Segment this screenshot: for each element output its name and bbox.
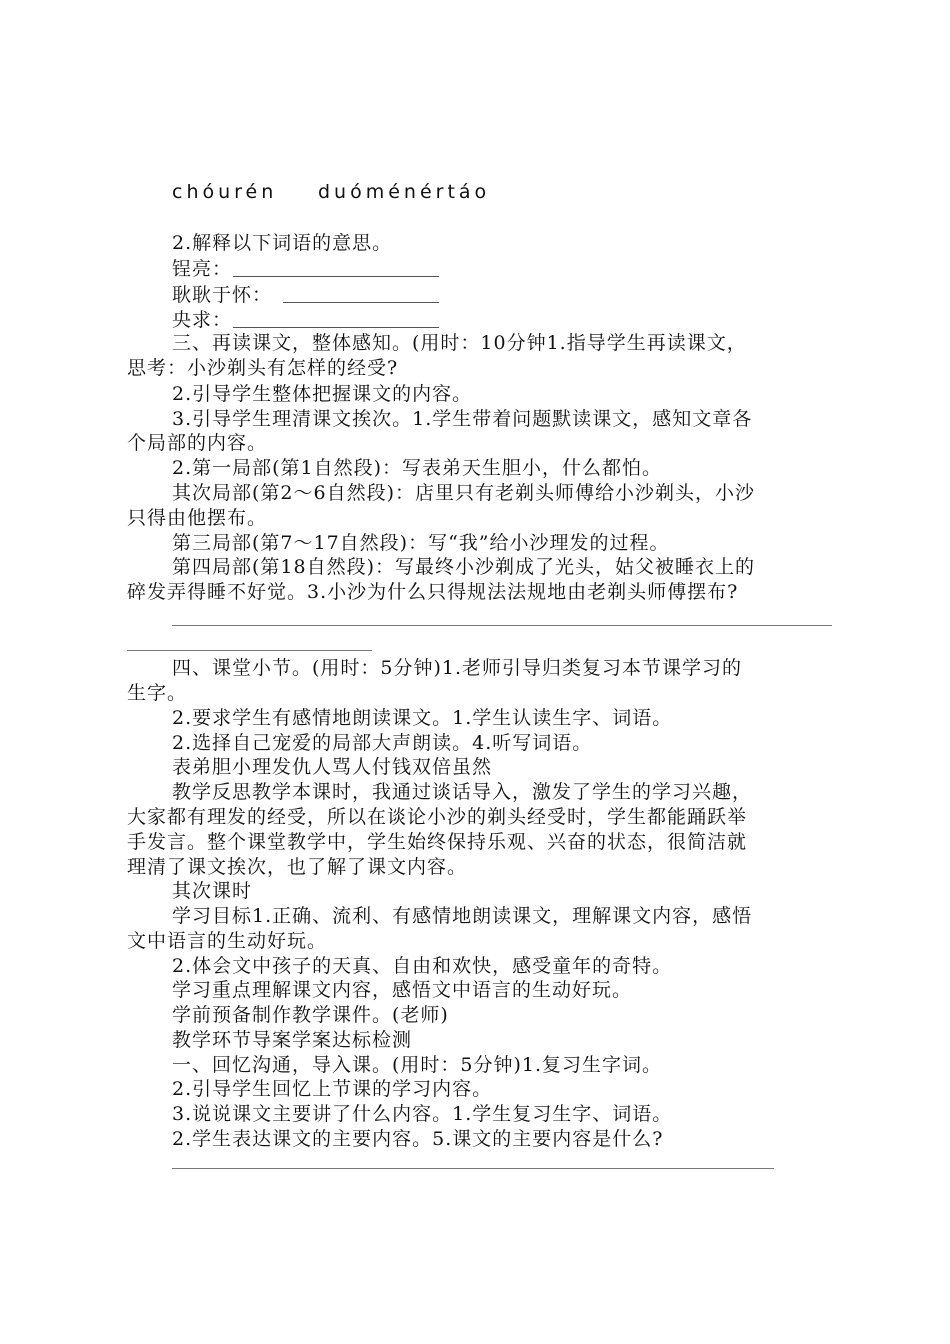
pinyin-word-1: chóurén	[172, 181, 278, 203]
text-line: 2.解释以下词语的意思。	[172, 232, 393, 254]
text-line: 文中语言的生动好玩。	[127, 930, 328, 952]
answer-line	[127, 650, 372, 651]
answer-line	[172, 1168, 774, 1169]
text-line: 生字。	[127, 682, 188, 704]
text-line: 教学反思教学本课时，我通过谈话导入，激发了学生的学习兴趣，	[172, 781, 753, 803]
text-line: 第四局部(第18自然段)：写最终小沙剃成了光头，姑父被睡衣上的	[172, 556, 756, 578]
answer-blank	[283, 302, 439, 303]
text-line: 2.引导学生整体把握课文的内容。	[172, 383, 473, 405]
answer-line	[172, 625, 832, 626]
text-line: 央求：	[172, 309, 233, 331]
text-line: 2.第一局部(第1自然段)：写表弟天生胆小，什么都怕。	[172, 457, 663, 479]
pinyin-word-2: duóménértáo	[318, 181, 491, 203]
text-line: 手发言。整个课堂教学中，学生始终保持乐观、兴奋的状态，很简洁就	[127, 831, 748, 853]
text-line: 大家都有理发的经受，所以在谈论小沙的剃头经受时，学生都能踊跃举	[127, 806, 748, 828]
text-line: 2.要求学生有感情地朗读课文。1.学生认读生字、词语。	[172, 707, 673, 729]
text-line: 思考：小沙剃头有怎样的经受?	[127, 357, 399, 379]
text-line: 3.引导学生理清课文挨次。1.学生带着问题默读课文，感知文章各	[172, 408, 753, 430]
text-line: 2.学生表达课文的主要内容。5.课文的主要内容是什么?	[172, 1128, 664, 1150]
text-line: 2.引导学生回忆上节课的学习内容。	[172, 1078, 493, 1100]
text-line: 碎发弄得睡不好觉。3.小沙为什么只得规法法规地由老剃头师傅摆布?	[127, 581, 739, 603]
text-line: 一、回忆沟通，导入课。(用时：5分钟)1.复习生字词。	[172, 1054, 663, 1076]
text-line: 教学环节导案学案达标检测	[172, 1029, 413, 1051]
text-line: 只得由他摆布。	[127, 507, 268, 529]
text-line: 2.选择自己宠爱的局部大声朗读。4.听写词语。	[172, 732, 593, 754]
answer-blank	[233, 327, 439, 328]
text-line: 表弟胆小理发仇人骂人付钱双倍虽然	[172, 756, 493, 778]
answer-blank	[233, 276, 439, 277]
text-line: 锃亮：	[172, 258, 233, 280]
text-line: 学习重点理解课文内容，感悟文中语言的生动好玩。	[172, 979, 633, 1001]
text-line: 四、课堂小节。(用时：5分钟)1.老师引导归类复习本节课学习的	[172, 657, 743, 679]
section-heading: 其次课时	[172, 880, 253, 902]
text-line: 学习目标1.正确、流利、有感情地朗读课文，理解课文内容，感悟	[172, 905, 753, 927]
text-line: 其次局部(第2～6自然段)：店里只有老剃头师傅给小沙剃头，小沙	[172, 482, 756, 504]
text-line: 3.说说课文主要讲了什么内容。1.学生复习生字、词语。	[172, 1103, 673, 1125]
text-line: 耿耿于怀：	[172, 284, 273, 306]
text-line: 三、再读课文，整体感知。(用时：10分钟1.指导学生再读课文，	[172, 332, 747, 354]
text-line: 学前预备制作教学课件。(老师)	[172, 1004, 449, 1026]
text-line: 第三局部(第7～17自然段)：写“我”给小沙理发的过程。	[172, 532, 670, 554]
text-line: 个局部的内容。	[127, 432, 268, 454]
text-line: 理清了课文挨次，也了解了课文内容。	[127, 856, 468, 878]
text-line: 2.体会文中孩子的天真、自由和欢快，感受童年的奇特。	[172, 955, 673, 977]
